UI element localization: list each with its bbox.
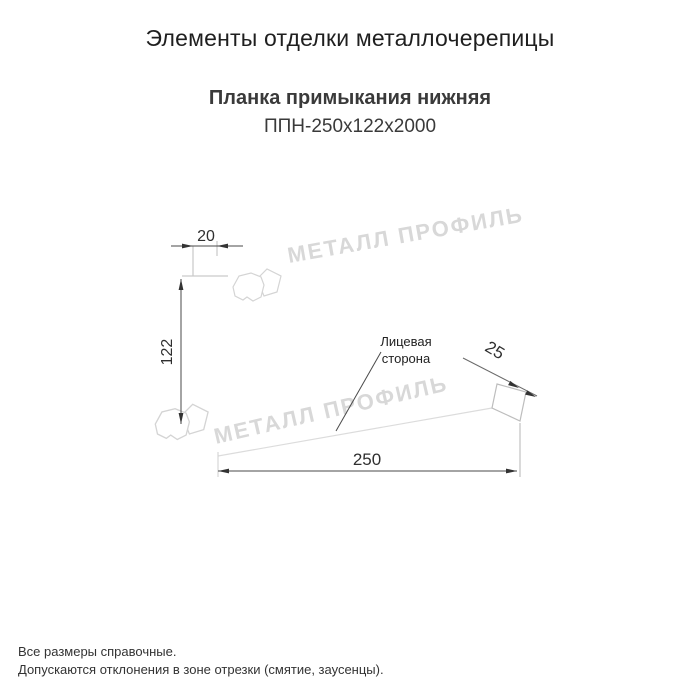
- face-side-label-line1: Лицевая: [380, 334, 432, 349]
- arrowhead-icon: [179, 279, 184, 290]
- product-name: Планка примыкания нижняя: [208, 87, 492, 109]
- arrowhead-icon: [218, 469, 229, 474]
- face-side-label-line2: сторона: [381, 351, 431, 366]
- cloud-logo-icon: [233, 269, 281, 301]
- arrowhead-icon: [182, 244, 193, 249]
- face-side-label: [366, 333, 446, 367]
- dim-label-250: 250: [352, 450, 382, 469]
- watermark-brand-text: МЕТАЛЛ ПРОФИЛЬ: [211, 370, 451, 449]
- footer-note-2: Допускаются отклонения в зоне отрезки (смятие, заусенцы).: [18, 662, 384, 677]
- arrowhead-icon: [217, 244, 228, 249]
- dimension-250: [218, 469, 517, 474]
- page-title: Элементы отделки металлочерепицы: [145, 25, 555, 51]
- profile-end-hem: [492, 384, 526, 421]
- watermark-top: [233, 202, 526, 301]
- arrowhead-icon: [525, 390, 536, 397]
- product-code: ППН-250x122x2000: [263, 116, 437, 137]
- dim-label-20: 20: [197, 228, 215, 245]
- arrowhead-icon: [506, 469, 517, 474]
- dimension-25: [463, 358, 537, 397]
- dimension-122: [179, 279, 184, 424]
- footer-notes: [18, 643, 384, 679]
- cloud-logo-icon: [155, 404, 208, 439]
- footer-note-1: Все размеры справочные.: [18, 644, 177, 659]
- watermark-brand-text: МЕТАЛЛ ПРОФИЛЬ: [285, 201, 526, 268]
- dim-label-25: 25: [481, 337, 508, 364]
- watermark-bottom: [155, 371, 450, 449]
- dim-label-122: 122: [159, 338, 176, 366]
